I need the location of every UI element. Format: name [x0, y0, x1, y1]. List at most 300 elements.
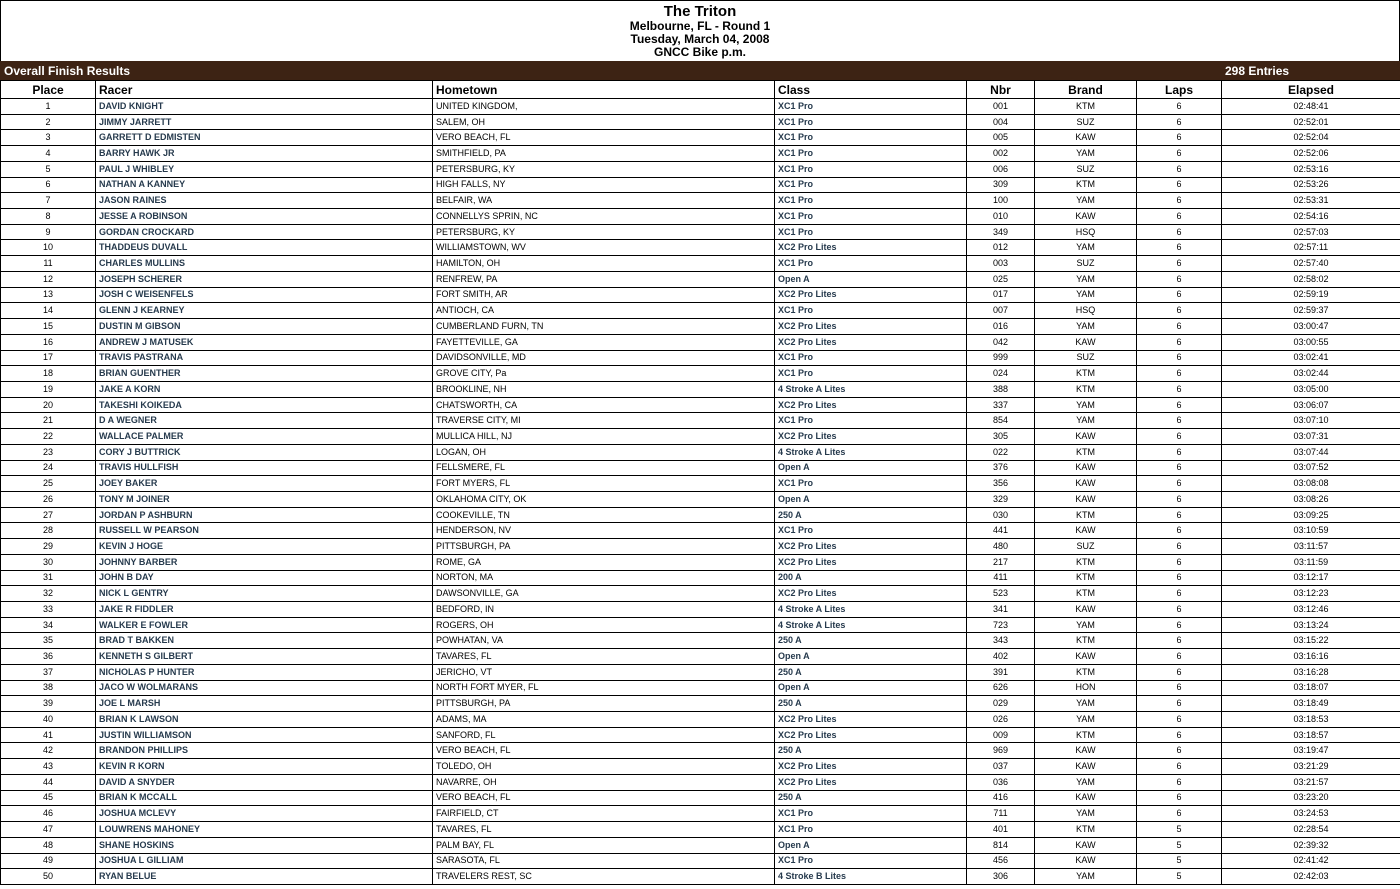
place-cell: 24: [1, 460, 96, 476]
hometown-cell: MULLICA HILL, NJ: [433, 429, 775, 445]
laps-cell: 6: [1137, 319, 1222, 335]
event-series: GNCC Bike p.m.: [653, 45, 746, 59]
class-link[interactable]: XC1 Pro: [775, 99, 967, 115]
table-row: [1, 350, 1400, 366]
elapsed-cell: 03:12:17: [1222, 570, 1400, 586]
racer-name-link[interactable]: RYAN BELUE: [96, 869, 433, 885]
racer-name-link[interactable]: DAVID A SNYDER: [96, 774, 433, 790]
class-link[interactable]: XC1 Pro: [775, 476, 967, 492]
laps-cell: 6: [1137, 99, 1222, 115]
class-link[interactable]: XC1 Pro: [775, 523, 967, 539]
table-row: [1, 853, 1400, 869]
laps-cell: 5: [1137, 837, 1222, 853]
laps-cell: 6: [1137, 350, 1222, 366]
laps-cell: 6: [1137, 554, 1222, 570]
place-cell: 40: [1, 712, 96, 728]
place-cell: 35: [1, 633, 96, 649]
racer-name-link[interactable]: NICK L GENTRY: [96, 586, 433, 602]
place-cell: 45: [1, 790, 96, 806]
racer-name-link[interactable]: JOEY BAKER: [96, 476, 433, 492]
place-cell: 1: [1, 99, 96, 115]
place-cell: 38: [1, 680, 96, 696]
elapsed-cell: 03:06:07: [1222, 397, 1400, 413]
elapsed-cell: 03:07:31: [1222, 429, 1400, 445]
racer-name-link[interactable]: JOE L MARSH: [96, 696, 433, 712]
class-link[interactable]: Open A: [775, 680, 967, 696]
racer-name-link[interactable]: PAUL J WHIBLEY: [96, 161, 433, 177]
brand-cell: KTM: [1035, 633, 1137, 649]
number-cell: 854: [967, 413, 1035, 429]
hometown-cell: PITTSBURGH, PA: [433, 539, 775, 555]
number-cell: 003: [967, 256, 1035, 272]
event-header: [0, 0, 1400, 61]
racer-name-link[interactable]: TRAVIS PASTRANA: [96, 350, 433, 366]
class-link[interactable]: Open A: [775, 491, 967, 507]
hometown-cell: POWHATAN, VA: [433, 633, 775, 649]
number-cell: 416: [967, 790, 1035, 806]
place-cell: 50: [1, 869, 96, 885]
table-row: [1, 790, 1400, 806]
number-cell: 711: [967, 806, 1035, 822]
laps-cell: 5: [1137, 869, 1222, 885]
brand-cell: SUZ: [1035, 114, 1137, 130]
elapsed-cell: 02:54:16: [1222, 209, 1400, 225]
place-cell: 46: [1, 806, 96, 822]
number-cell: 391: [967, 664, 1035, 680]
number-cell: 441: [967, 523, 1035, 539]
brand-cell: YAM: [1035, 193, 1137, 209]
class-link[interactable]: XC1 Pro: [775, 822, 967, 838]
table-row: [1, 822, 1400, 838]
laps-cell: 6: [1137, 146, 1222, 162]
class-link[interactable]: XC1 Pro: [775, 806, 967, 822]
class-link[interactable]: XC2 Pro Lites: [775, 727, 967, 743]
place-cell: 3: [1, 130, 96, 146]
brand-cell: KAW: [1035, 334, 1137, 350]
racer-name-link[interactable]: JOSEPH SCHERER: [96, 271, 433, 287]
laps-cell: 6: [1137, 523, 1222, 539]
hometown-cell: TRAVELERS REST, SC: [433, 869, 775, 885]
elapsed-cell: 03:18:57: [1222, 727, 1400, 743]
table-row: [1, 727, 1400, 743]
column-header-hometown[interactable]: Hometown: [433, 81, 775, 99]
place-cell: 7: [1, 193, 96, 209]
racer-name-link[interactable]: JESSE A ROBINSON: [96, 209, 433, 225]
place-cell: 21: [1, 413, 96, 429]
racer-name-link[interactable]: LOUWRENS MAHONEY: [96, 822, 433, 838]
racer-name-link[interactable]: TAKESHI KOIKEDA: [96, 397, 433, 413]
elapsed-cell: 03:11:59: [1222, 554, 1400, 570]
place-cell: 15: [1, 319, 96, 335]
elapsed-cell: 03:18:07: [1222, 680, 1400, 696]
hometown-cell: FAIRFIELD, CT: [433, 806, 775, 822]
racer-name-link[interactable]: WALKER E FOWLER: [96, 617, 433, 633]
number-cell: 002: [967, 146, 1035, 162]
racer-name-link[interactable]: JUSTIN WILLIAMSON: [96, 727, 433, 743]
hometown-cell: FELLSMERE, FL: [433, 460, 775, 476]
column-header-brand[interactable]: Brand: [1035, 81, 1137, 99]
table-row: [1, 696, 1400, 712]
brand-cell: YAM: [1035, 319, 1137, 335]
table-row: [1, 743, 1400, 759]
elapsed-cell: 03:13:24: [1222, 617, 1400, 633]
class-link[interactable]: XC2 Pro Lites: [775, 429, 967, 445]
brand-cell: KAW: [1035, 743, 1137, 759]
event-location: Melbourne, FL - Round 1: [629, 19, 771, 33]
place-cell: 34: [1, 617, 96, 633]
racer-name-link[interactable]: GARRETT D EDMISTEN: [96, 130, 433, 146]
number-cell: 024: [967, 366, 1035, 382]
class-link[interactable]: 250 A: [775, 664, 967, 680]
table-row: [1, 774, 1400, 790]
event-title: The Triton: [663, 3, 737, 20]
racer-name-link[interactable]: CHARLES MULLINS: [96, 256, 433, 272]
brand-cell: YAM: [1035, 696, 1137, 712]
racer-name-link[interactable]: JAKE R FIDDLER: [96, 602, 433, 618]
racer-name-link[interactable]: WALLACE PALMER: [96, 429, 433, 445]
brand-cell: KTM: [1035, 507, 1137, 523]
class-link[interactable]: Open A: [775, 649, 967, 665]
racer-name-link[interactable]: BARRY HAWK JR: [96, 146, 433, 162]
elapsed-cell: 02:53:31: [1222, 193, 1400, 209]
table-row: [1, 507, 1400, 523]
racer-name-link[interactable]: JOHN B DAY: [96, 570, 433, 586]
laps-cell: 6: [1137, 539, 1222, 555]
number-cell: 042: [967, 334, 1035, 350]
racer-name-link[interactable]: JACO W WOLMARANS: [96, 680, 433, 696]
number-cell: 100: [967, 193, 1035, 209]
racer-name-link[interactable]: SHANE HOSKINS: [96, 837, 433, 853]
number-cell: 329: [967, 491, 1035, 507]
racer-name-link[interactable]: NATHAN A KANNEY: [96, 177, 433, 193]
brand-cell: KAW: [1035, 429, 1137, 445]
elapsed-cell: 03:00:47: [1222, 319, 1400, 335]
number-cell: 401: [967, 822, 1035, 838]
laps-cell: 6: [1137, 617, 1222, 633]
class-link[interactable]: 4 Stroke A Lites: [775, 602, 967, 618]
laps-cell: 6: [1137, 774, 1222, 790]
class-link[interactable]: XC2 Pro Lites: [775, 334, 967, 350]
elapsed-cell: 03:07:52: [1222, 460, 1400, 476]
elapsed-cell: 02:59:19: [1222, 287, 1400, 303]
racer-name-link[interactable]: JOSH C WEISENFELS: [96, 287, 433, 303]
elapsed-cell: 02:52:04: [1222, 130, 1400, 146]
racer-name-link[interactable]: BRANDON PHILLIPS: [96, 743, 433, 759]
class-link[interactable]: XC2 Pro Lites: [775, 240, 967, 256]
racer-name-link[interactable]: JAKE A KORN: [96, 381, 433, 397]
place-cell: 12: [1, 271, 96, 287]
racer-name-link[interactable]: GORDAN CROCKARD: [96, 224, 433, 240]
class-link[interactable]: XC2 Pro Lites: [775, 759, 967, 775]
hometown-cell: ADAMS, MA: [433, 712, 775, 728]
class-link[interactable]: XC1 Pro: [775, 146, 967, 162]
brand-cell: YAM: [1035, 712, 1137, 728]
place-cell: 31: [1, 570, 96, 586]
number-cell: 480: [967, 539, 1035, 555]
class-link[interactable]: XC1 Pro: [775, 193, 967, 209]
laps-cell: 6: [1137, 444, 1222, 460]
class-link[interactable]: 4 Stroke B Lites: [775, 869, 967, 885]
hometown-cell: BEDFORD, IN: [433, 602, 775, 618]
racer-name-link[interactable]: TRAVIS HULLFISH: [96, 460, 433, 476]
table-row: [1, 381, 1400, 397]
racer-name-link[interactable]: BRIAN K MCCALL: [96, 790, 433, 806]
place-cell: 37: [1, 664, 96, 680]
racer-name-link[interactable]: JORDAN P ASHBURN: [96, 507, 433, 523]
class-link[interactable]: XC2 Pro Lites: [775, 774, 967, 790]
elapsed-cell: 03:15:22: [1222, 633, 1400, 649]
place-cell: 47: [1, 822, 96, 838]
brand-cell: YAM: [1035, 869, 1137, 885]
class-link[interactable]: XC2 Pro Lites: [775, 539, 967, 555]
class-link[interactable]: XC1 Pro: [775, 303, 967, 319]
hometown-cell: GROVE CITY, Pa: [433, 366, 775, 382]
table-header-row: [1, 81, 1400, 99]
brand-cell: KAW: [1035, 523, 1137, 539]
column-header-laps[interactable]: Laps: [1137, 81, 1222, 99]
number-cell: 388: [967, 381, 1035, 397]
brand-cell: KTM: [1035, 444, 1137, 460]
racer-name-link[interactable]: NICHOLAS P HUNTER: [96, 664, 433, 680]
place-cell: 32: [1, 586, 96, 602]
brand-cell: KAW: [1035, 460, 1137, 476]
table-row: [1, 476, 1400, 492]
class-link[interactable]: Open A: [775, 837, 967, 853]
elapsed-cell: 03:24:53: [1222, 806, 1400, 822]
place-cell: 33: [1, 602, 96, 618]
number-cell: 010: [967, 209, 1035, 225]
brand-cell: KAW: [1035, 602, 1137, 618]
class-link[interactable]: XC1 Pro: [775, 366, 967, 382]
racer-name-link[interactable]: JOSHUA MCLEVY: [96, 806, 433, 822]
laps-cell: 6: [1137, 256, 1222, 272]
laps-cell: 6: [1137, 649, 1222, 665]
racer-name-link[interactable]: DUSTIN M GIBSON: [96, 319, 433, 335]
class-link[interactable]: XC2 Pro Lites: [775, 554, 967, 570]
hometown-cell: FORT MYERS, FL: [433, 476, 775, 492]
column-header-place[interactable]: Place: [1, 81, 96, 99]
results-title: Overall Finish Results: [4, 64, 131, 78]
brand-cell: YAM: [1035, 146, 1137, 162]
laps-cell: 6: [1137, 287, 1222, 303]
laps-cell: 6: [1137, 586, 1222, 602]
elapsed-cell: 03:16:28: [1222, 664, 1400, 680]
racer-name-link[interactable]: KEVIN R KORN: [96, 759, 433, 775]
laps-cell: 5: [1137, 853, 1222, 869]
table-row: [1, 570, 1400, 586]
racer-name-link[interactable]: JIMMY JARRETT: [96, 114, 433, 130]
racer-name-link[interactable]: JOHNNY BARBER: [96, 554, 433, 570]
class-link[interactable]: 4 Stroke A Lites: [775, 381, 967, 397]
hometown-cell: PETERSBURG, KY: [433, 224, 775, 240]
hometown-cell: PALM BAY, FL: [433, 837, 775, 853]
class-link[interactable]: XC2 Pro Lites: [775, 712, 967, 728]
brand-cell: HON: [1035, 680, 1137, 696]
brand-cell: KAW: [1035, 209, 1137, 225]
elapsed-cell: 03:21:29: [1222, 759, 1400, 775]
brand-cell: KAW: [1035, 837, 1137, 853]
racer-name-link[interactable]: BRIAN K LAWSON: [96, 712, 433, 728]
class-link[interactable]: 250 A: [775, 507, 967, 523]
class-link[interactable]: 4 Stroke A Lites: [775, 617, 967, 633]
class-link[interactable]: XC1 Pro: [775, 130, 967, 146]
number-cell: 402: [967, 649, 1035, 665]
place-cell: 5: [1, 161, 96, 177]
number-cell: 217: [967, 554, 1035, 570]
place-cell: 4: [1, 146, 96, 162]
class-link[interactable]: XC1 Pro: [775, 114, 967, 130]
table-row: [1, 602, 1400, 618]
brand-cell: SUZ: [1035, 350, 1137, 366]
column-header-nbr[interactable]: Nbr: [967, 81, 1035, 99]
class-link[interactable]: XC1 Pro: [775, 209, 967, 225]
racer-name-link[interactable]: BRIAN GUENTHER: [96, 366, 433, 382]
laps-cell: 6: [1137, 696, 1222, 712]
elapsed-cell: 02:57:40: [1222, 256, 1400, 272]
table-row: [1, 444, 1400, 460]
elapsed-cell: 03:19:47: [1222, 743, 1400, 759]
class-link[interactable]: XC1 Pro: [775, 350, 967, 366]
class-link[interactable]: 250 A: [775, 696, 967, 712]
number-cell: 309: [967, 177, 1035, 193]
table-row: [1, 193, 1400, 209]
racer-name-link[interactable]: KENNETH S GILBERT: [96, 649, 433, 665]
place-cell: 26: [1, 491, 96, 507]
hometown-cell: HAMILTON, OH: [433, 256, 775, 272]
table-row: [1, 649, 1400, 665]
table-row: [1, 271, 1400, 287]
hometown-cell: PITTSBURGH, PA: [433, 696, 775, 712]
table-row: [1, 146, 1400, 162]
racer-name-link[interactable]: DAVID KNIGHT: [96, 99, 433, 115]
laps-cell: 6: [1137, 680, 1222, 696]
hometown-cell: CHATSWORTH, CA: [433, 397, 775, 413]
class-link[interactable]: XC1 Pro: [775, 413, 967, 429]
brand-cell: YAM: [1035, 287, 1137, 303]
elapsed-cell: 03:16:16: [1222, 649, 1400, 665]
laps-cell: 6: [1137, 759, 1222, 775]
hometown-cell: RENFREW, PA: [433, 271, 775, 287]
class-link[interactable]: 250 A: [775, 790, 967, 806]
place-cell: 16: [1, 334, 96, 350]
table-row: [1, 413, 1400, 429]
class-link[interactable]: XC1 Pro: [775, 853, 967, 869]
hometown-cell: VERO BEACH, FL: [433, 743, 775, 759]
racer-name-link[interactable]: THADDEUS DUVALL: [96, 240, 433, 256]
hometown-cell: PETERSBURG, KY: [433, 161, 775, 177]
place-cell: 10: [1, 240, 96, 256]
brand-cell: KTM: [1035, 366, 1137, 382]
class-link[interactable]: XC2 Pro Lites: [775, 287, 967, 303]
table-row: [1, 539, 1400, 555]
column-header-class[interactable]: Class: [775, 81, 967, 99]
hometown-cell: ROGERS, OH: [433, 617, 775, 633]
number-cell: 723: [967, 617, 1035, 633]
racer-name-link[interactable]: JASON RAINES: [96, 193, 433, 209]
laps-cell: 6: [1137, 460, 1222, 476]
place-cell: 19: [1, 381, 96, 397]
class-link[interactable]: XC2 Pro Lites: [775, 586, 967, 602]
brand-cell: KTM: [1035, 99, 1137, 115]
hometown-cell: LOGAN, OH: [433, 444, 775, 460]
laps-cell: 5: [1137, 822, 1222, 838]
racer-name-link[interactable]: CORY J BUTTRICK: [96, 444, 433, 460]
class-link[interactable]: XC1 Pro: [775, 177, 967, 193]
elapsed-cell: 02:59:37: [1222, 303, 1400, 319]
racer-name-link[interactable]: ANDREW J MATUSEK: [96, 334, 433, 350]
hometown-cell: SMITHFIELD, PA: [433, 146, 775, 162]
table-row: [1, 303, 1400, 319]
place-cell: 2: [1, 114, 96, 130]
class-link[interactable]: 250 A: [775, 743, 967, 759]
hometown-cell: TAVARES, FL: [433, 822, 775, 838]
elapsed-cell: 03:02:41: [1222, 350, 1400, 366]
table-row: [1, 224, 1400, 240]
elapsed-cell: 03:23:20: [1222, 790, 1400, 806]
racer-name-link[interactable]: RUSSELL W PEARSON: [96, 523, 433, 539]
table-row: [1, 633, 1400, 649]
hometown-cell: BELFAIR, WA: [433, 193, 775, 209]
brand-cell: KAW: [1035, 853, 1137, 869]
number-cell: 006: [967, 161, 1035, 177]
laps-cell: 6: [1137, 602, 1222, 618]
elapsed-cell: 03:11:57: [1222, 539, 1400, 555]
brand-cell: HSQ: [1035, 303, 1137, 319]
brand-cell: KTM: [1035, 554, 1137, 570]
number-cell: 017: [967, 287, 1035, 303]
class-link[interactable]: 4 Stroke A Lites: [775, 444, 967, 460]
number-cell: 030: [967, 507, 1035, 523]
place-cell: 30: [1, 554, 96, 570]
class-link[interactable]: 250 A: [775, 633, 967, 649]
class-link[interactable]: XC1 Pro: [775, 256, 967, 272]
column-header-racer[interactable]: Racer: [96, 81, 433, 99]
racer-name-link[interactable]: JOSHUA L GILLIAM: [96, 853, 433, 869]
class-link[interactable]: XC1 Pro: [775, 224, 967, 240]
table-row: [1, 177, 1400, 193]
class-link[interactable]: Open A: [775, 271, 967, 287]
place-cell: 49: [1, 853, 96, 869]
table-row: [1, 664, 1400, 680]
class-link[interactable]: XC1 Pro: [775, 161, 967, 177]
number-cell: 025: [967, 271, 1035, 287]
elapsed-cell: 02:57:11: [1222, 240, 1400, 256]
class-link[interactable]: Open A: [775, 460, 967, 476]
number-cell: 016: [967, 319, 1035, 335]
racer-name-link[interactable]: GLENN J KEARNEY: [96, 303, 433, 319]
place-cell: 41: [1, 727, 96, 743]
column-header-elapsed[interactable]: Elapsed: [1222, 81, 1400, 99]
number-cell: 037: [967, 759, 1035, 775]
elapsed-cell: 03:05:00: [1222, 381, 1400, 397]
racer-name-link[interactable]: D A WEGNER: [96, 413, 433, 429]
class-link[interactable]: XC2 Pro Lites: [775, 397, 967, 413]
racer-name-link[interactable]: KEVIN J HOGE: [96, 539, 433, 555]
event-date: Tuesday, March 04, 2008: [630, 32, 770, 46]
laps-cell: 6: [1137, 491, 1222, 507]
class-link[interactable]: 200 A: [775, 570, 967, 586]
hometown-cell: JERICHO, VT: [433, 664, 775, 680]
number-cell: 007: [967, 303, 1035, 319]
table-row: [1, 523, 1400, 539]
laps-cell: 6: [1137, 366, 1222, 382]
class-link[interactable]: XC2 Pro Lites: [775, 319, 967, 335]
table-row: [1, 460, 1400, 476]
table-row: [1, 429, 1400, 445]
racer-name-link[interactable]: BRAD T BAKKEN: [96, 633, 433, 649]
hometown-cell: NAVARRE, OH: [433, 774, 775, 790]
racer-name-link[interactable]: TONY M JOINER: [96, 491, 433, 507]
